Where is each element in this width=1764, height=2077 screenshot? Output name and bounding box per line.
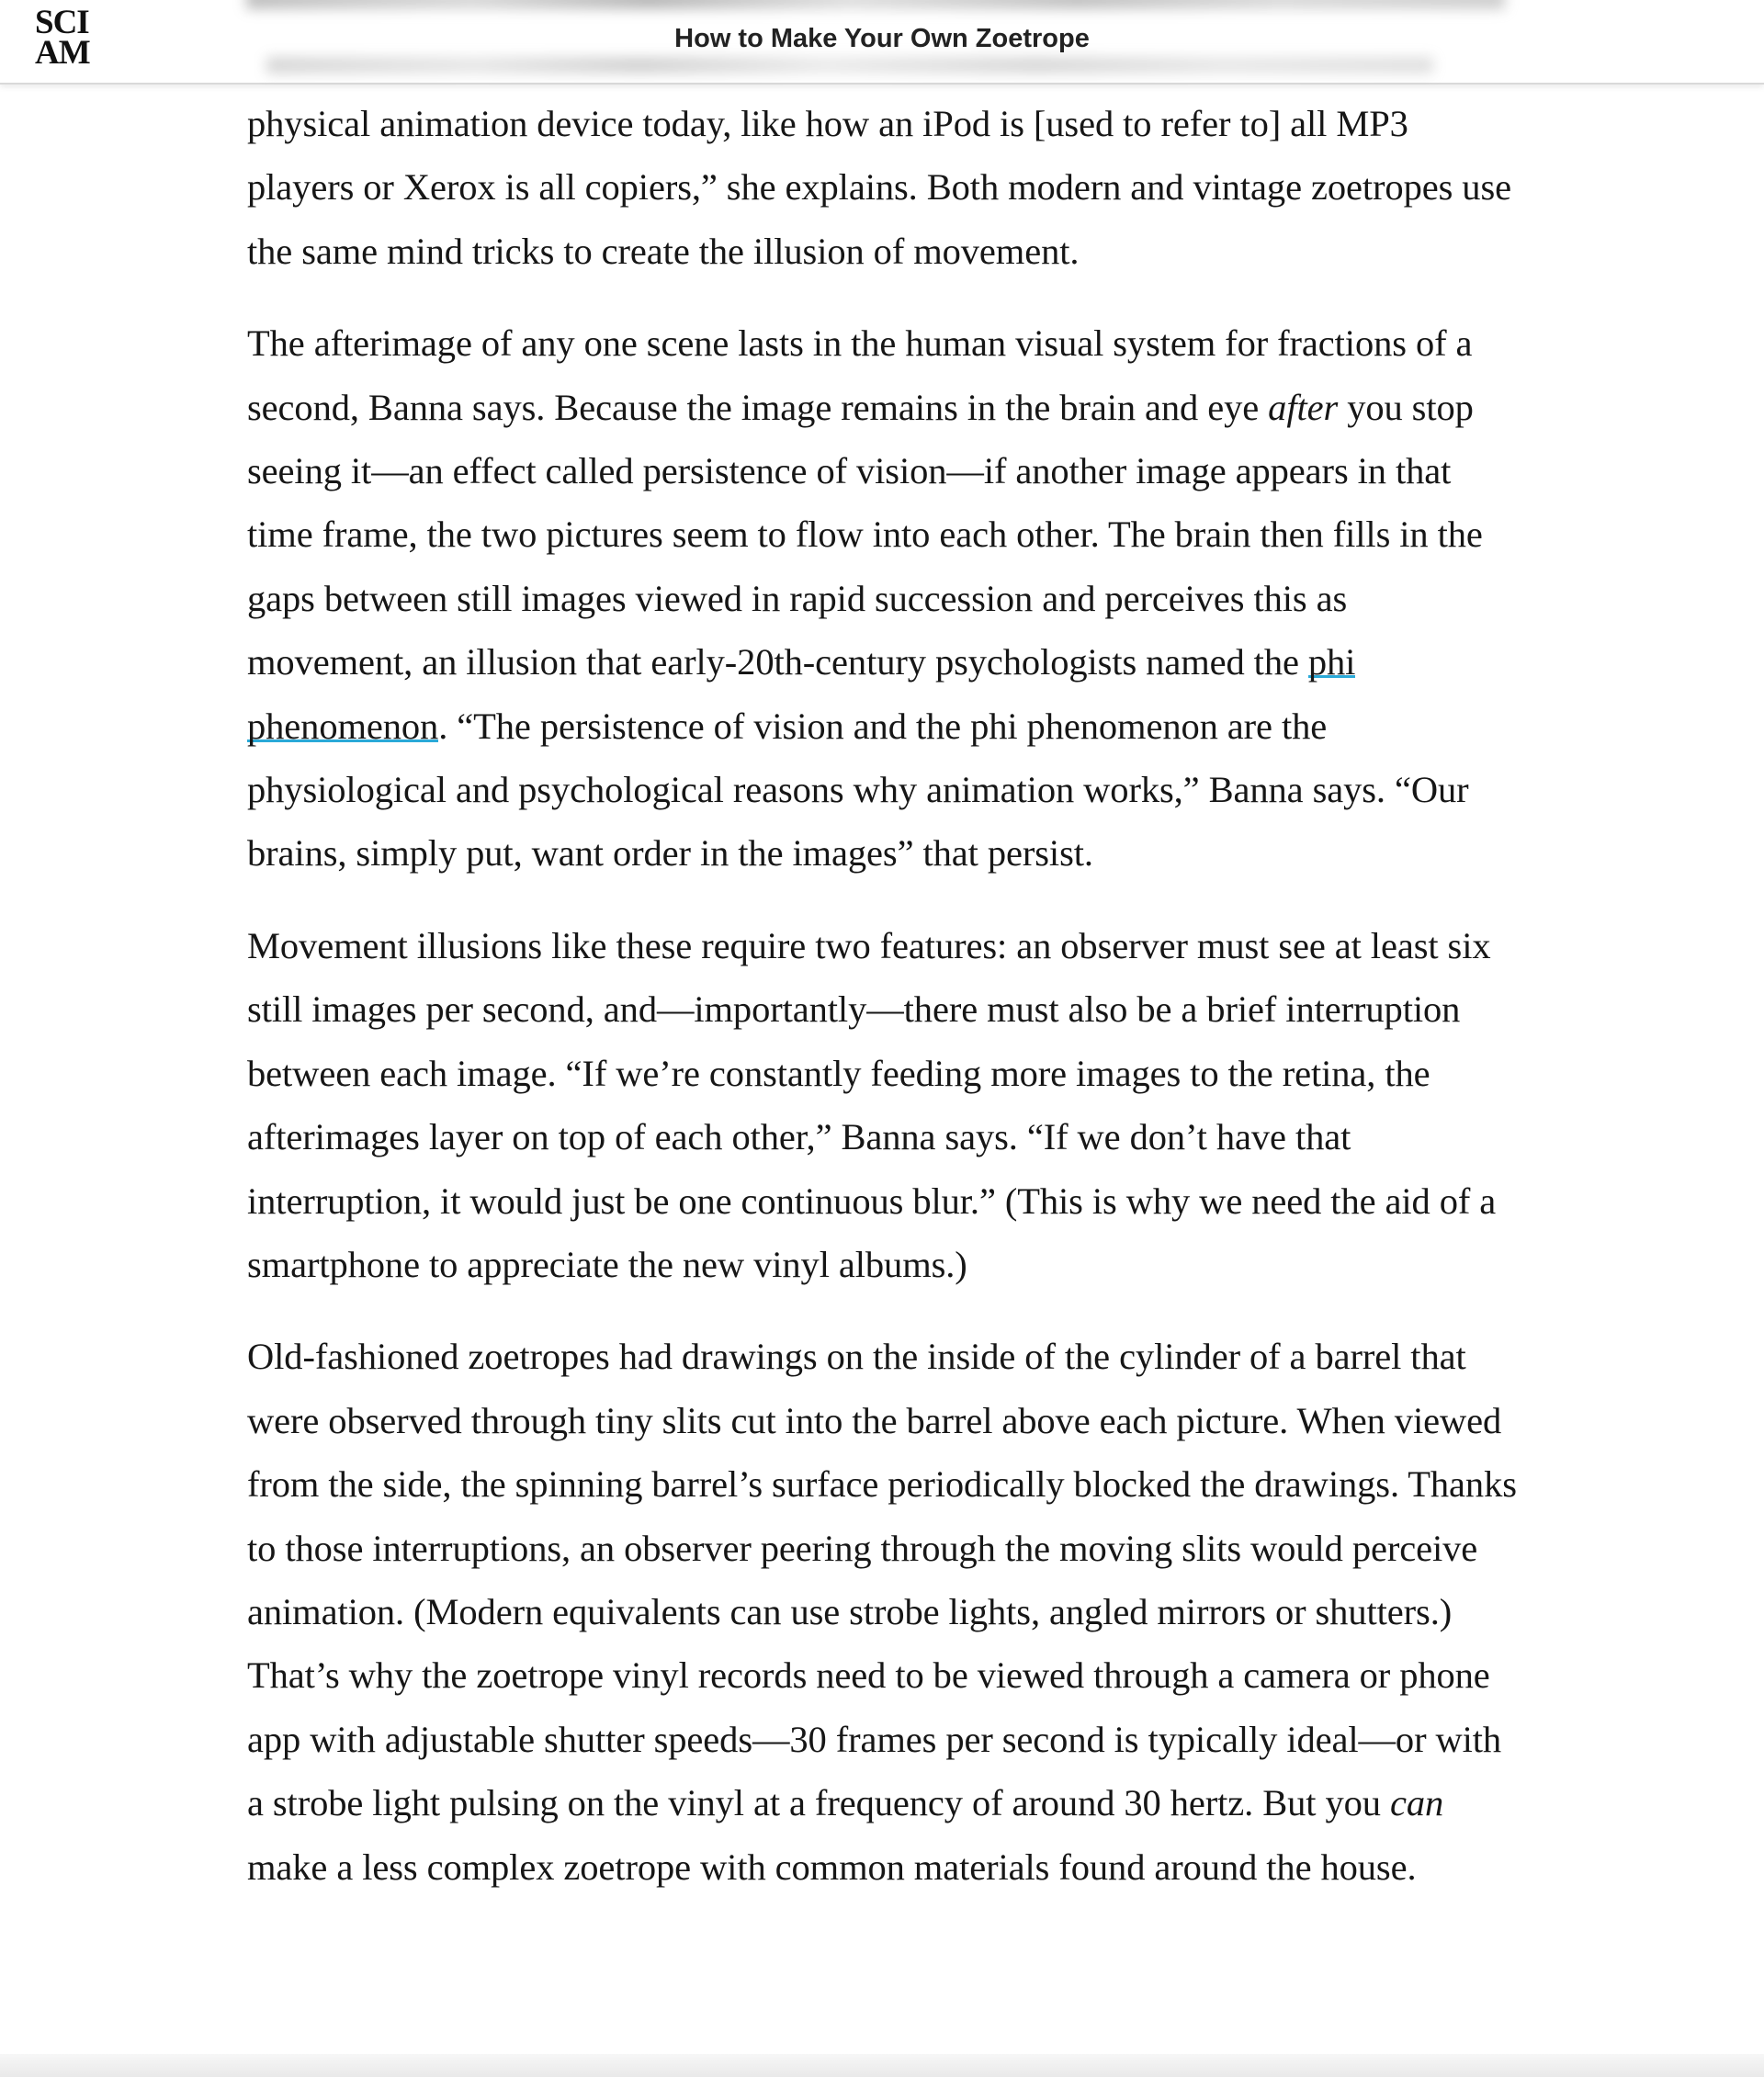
paragraph-2 xyxy=(247,311,1520,886)
blurred-content-behind-header-lower xyxy=(266,57,1433,73)
blurred-content-behind-header xyxy=(246,0,1505,9)
paragraph-2-text-c: . “The persistence of vision and the phi phenomenon are the physiological and psychological reasons why animation works,” Banna says. “Our brains, simply put, want order in the images” that persist. xyxy=(247,705,1469,875)
phi-phenomenon-link[interactable]: phi phenomenon xyxy=(247,641,1356,747)
article-body xyxy=(247,92,1520,1927)
bottom-edge-shade xyxy=(0,2054,1764,2077)
paragraph-2-text-a: The afterimage of any one scene lasts in the human visual system for fractions of a second, Banna says. Because the image remains in the brain and eye xyxy=(247,322,1473,428)
header-article-title: How to Make Your Own Zoetrope xyxy=(674,24,1090,53)
paragraph-2-text-b: you stop seeing it—an effect called persistence of vision—if another image appears in that time frame, the two pictures seem to flow into each other. The brain then fills in the gaps between still images viewed in rapid succession and perceives this as movement, an illusion that early-20th-century psychologists named the xyxy=(247,386,1483,683)
paragraph-3 xyxy=(247,914,1520,1296)
paragraph-4-text-b: make a less complex zoetrope with common materials found around the house. xyxy=(247,1846,1417,1888)
emphasis-can: can xyxy=(1389,1782,1444,1824)
paragraph-4-text-a: Old-fashioned zoetropes had drawings on the inside of the cylinder of a barrel that were observed through tiny slits cut into the barrel above each picture. When viewed from the side, the spinning barrel’s surface periodically blocked the drawings. Thanks to those interruptions, an observer peering through the moving slits would perceive animation. (Modern equivalents can use strobe lights, angled mirrors or shutters.) That’s why the zoetrope vinyl records need to be viewed through a camera or phone app with adjustable shutter speeds—30 frames per second is typically ideal—or with a strobe light pulsing on the vinyl at a frequency of around 30 hertz. But you xyxy=(247,1336,1517,1824)
logo-line-sci: SCI xyxy=(35,4,89,41)
paragraph-4 xyxy=(247,1325,1520,1899)
paragraph-3-text: Movement illusions like these require two features: an observer must see at least six still images per second, and—importantly—there must also be a brief interruption between each image. “If we’re constantly feeding more images to the retina, the afterimages layer on top of each other,” Banna says. “If we don’t have that interruption, it would just be one continuous blur.” (This is why we need the aid of a smartphone to appreciate the new vinyl albums.) xyxy=(247,924,1497,1285)
site-header xyxy=(0,0,1764,85)
paragraph-1-text: physical animation device today, like how an iPod is [used to refer to] all MP3 players or Xerox is all copiers,” she explains. Both modern and vintage zoetropes use the same mind tricks to create the illusion of movement. xyxy=(247,103,1511,272)
emphasis-after: after xyxy=(1268,386,1339,428)
paragraph-1 xyxy=(247,92,1520,283)
logo-line-am: AM xyxy=(35,34,90,72)
